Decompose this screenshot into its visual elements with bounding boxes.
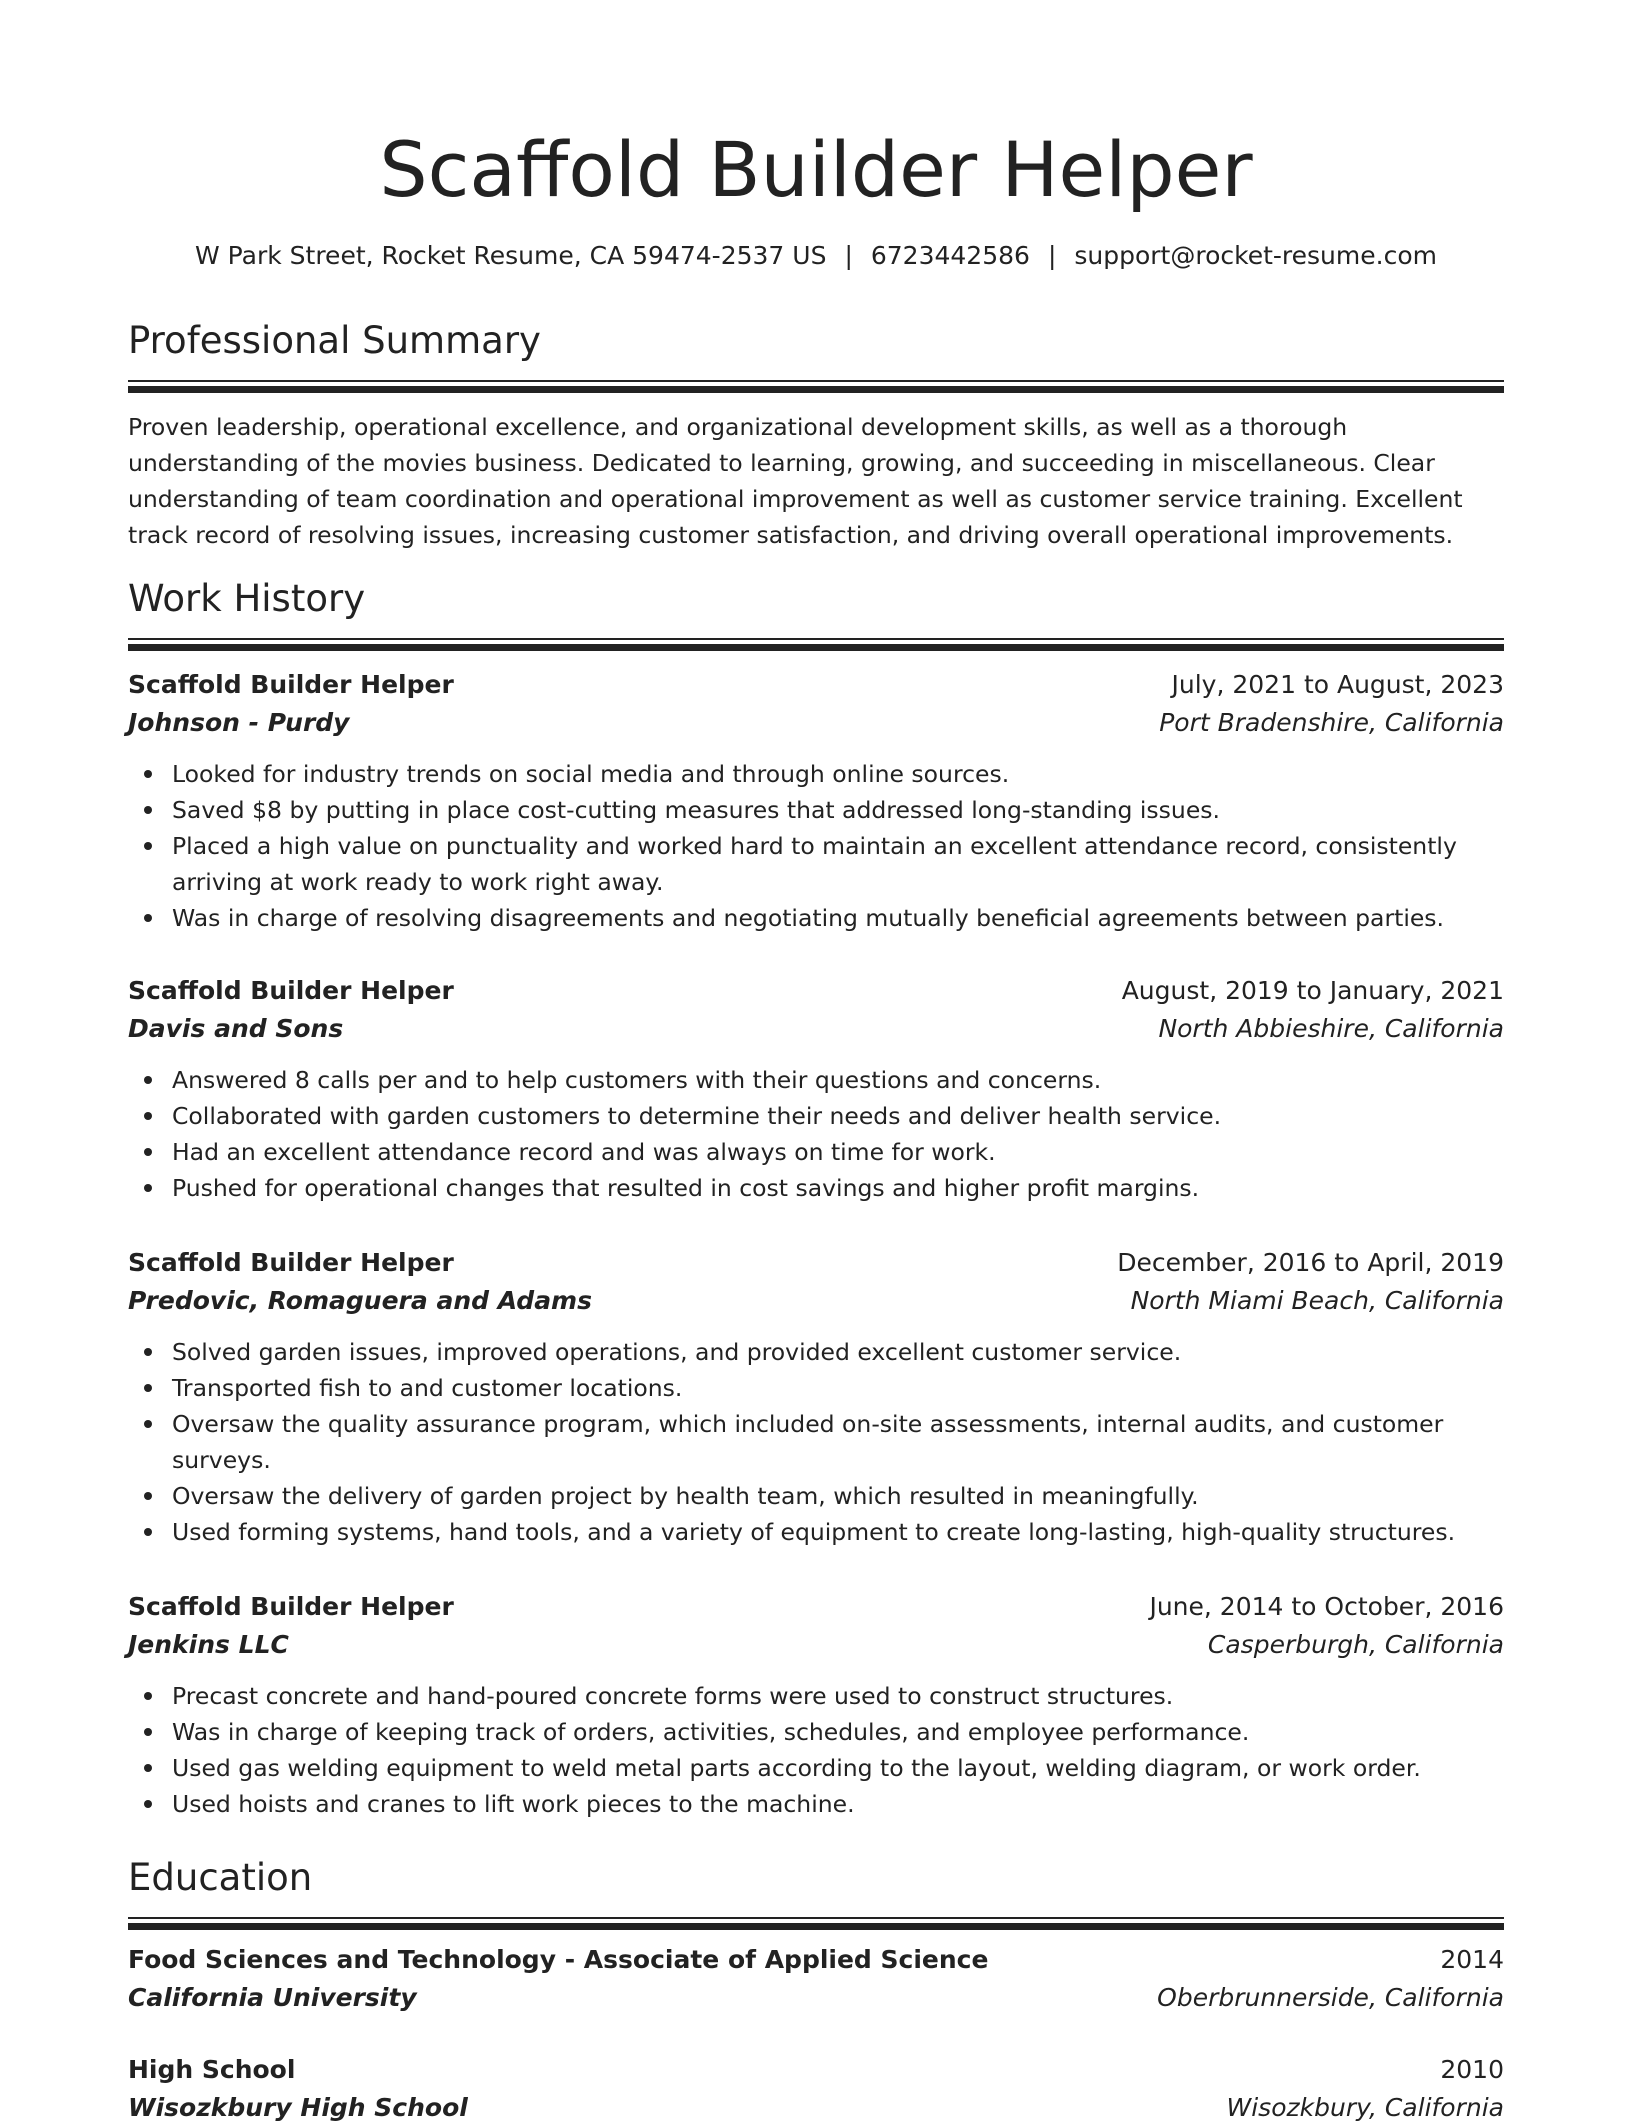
school-location: Oberbrunnerside, California	[1157, 1983, 1504, 2012]
job-company: Johnson - Purdy	[128, 708, 350, 737]
job-title: Scaffold Builder Helper	[128, 976, 454, 1005]
bullet-item: Used gas welding equipment to weld metal parts according to the layout, welding diagram, or work order.	[172, 1750, 1504, 1786]
education-entry	[128, 1941, 1504, 2017]
bullet-item: Looked for industry trends on social media and through online sources.	[172, 756, 1504, 792]
job-bullets	[128, 756, 1504, 936]
bullet-item: Had an excellent attendance record and was always on time for work.	[172, 1134, 1504, 1170]
school-location: Wisozkbury, California	[1226, 2093, 1504, 2122]
job-location: Port Bradenshire, California	[1159, 708, 1504, 737]
job-bullets	[128, 1062, 1504, 1206]
candidate-name: Scaffold Builder Helper	[379, 125, 1253, 214]
bullet-item: Was in charge of resolving disagreements and negotiating mutually beneficial agreements between parties.	[172, 900, 1504, 936]
bullet-item: Transported fish to and customer locations.	[172, 1370, 1504, 1406]
bullet-item: Placed a high value on punctuality and worked hard to maintain an excellent attendance record, consistently arriving at work ready to work right away.	[172, 828, 1504, 900]
section-divider	[128, 380, 1504, 393]
job-dates: December, 2016 to April, 2019	[1117, 1248, 1504, 1277]
bullet-item: Used forming systems, hand tools, and a variety of equipment to create long-lasting, high-quality structures.	[172, 1514, 1504, 1550]
job-location: Casperburgh, California	[1207, 1630, 1504, 1659]
job-location: North Abbieshire, California	[1158, 1014, 1504, 1043]
address: W Park Street, Rocket Resume, CA 59474-2537 US	[195, 241, 827, 270]
contact-separator: |	[1047, 241, 1057, 270]
section-title-education: Education	[128, 1856, 313, 1899]
job-entry	[128, 1588, 1504, 1822]
section-title-summary: Professional Summary	[128, 319, 541, 362]
job-entry	[128, 666, 1504, 936]
job-company: Davis and Sons	[128, 1014, 344, 1043]
bullet-item: Solved garden issues, improved operations, and provided excellent customer service.	[172, 1334, 1504, 1370]
graduation-year: 2010	[1440, 2055, 1504, 2084]
phone: 6723442586	[870, 241, 1030, 270]
bullet-item: Oversaw the quality assurance program, which included on-site assessments, internal audits, and customer surveys.	[172, 1406, 1504, 1478]
section-divider	[128, 638, 1504, 651]
job-location: North Miami Beach, California	[1130, 1286, 1504, 1315]
section-title-work: Work History	[128, 577, 366, 620]
contact-separator: |	[844, 241, 853, 270]
job-entry	[128, 1244, 1504, 1550]
job-company: Predovic, Romaguera and Adams	[128, 1286, 592, 1315]
bullet-item: Was in charge of keeping track of orders, activities, schedules, and employee performance.	[172, 1714, 1504, 1750]
job-company: Jenkins LLC	[128, 1630, 289, 1659]
bullet-item: Answered 8 calls per and to help customers with their questions and concerns.	[172, 1062, 1504, 1098]
job-dates: June, 2014 to October, 2016	[1149, 1592, 1504, 1621]
degree: Food Sciences and Technology - Associate of Applied Science	[128, 1945, 989, 1974]
education-section	[128, 1853, 1504, 1930]
job-title: Scaffold Builder Helper	[128, 1592, 454, 1621]
email-link[interactable]: support@rocket-resume.com	[1074, 241, 1437, 270]
school-name: Wisozkbury High School	[128, 2093, 468, 2122]
job-title: Scaffold Builder Helper	[128, 670, 454, 699]
job-bullets	[128, 1334, 1504, 1550]
bullet-item: Oversaw the delivery of garden project by health team, which resulted in meaningfully.	[172, 1478, 1504, 1514]
summary-text: Proven leadership, operational excellence, and organizational development skills, as well as a thorough understanding of the movies business. Dedicated to learning, growing, and succeeding in miscellaneous. Clear understanding of team coordination and operational improvement as well as customer service training. Excellent track record of resolving issues, increasing customer satisfaction, and driving overall operational improvements.	[128, 413, 1463, 549]
school-name: California University	[128, 1983, 417, 2012]
job-entry	[128, 972, 1504, 1206]
graduation-year: 2014	[1440, 1945, 1504, 1974]
job-dates: July, 2021 to August, 2023	[1171, 670, 1504, 699]
job-bullets	[128, 1678, 1504, 1822]
bullet-item: Precast concrete and hand-poured concrete forms were used to construct structures.	[172, 1678, 1504, 1714]
job-title: Scaffold Builder Helper	[128, 1248, 454, 1277]
bullet-item: Saved $8 by putting in place cost-cutting measures that addressed long-standing issues.	[172, 792, 1504, 828]
contact-line	[128, 237, 1504, 275]
work-history-section	[128, 574, 1504, 651]
bullet-item: Used hoists and cranes to lift work pieces to the machine.	[172, 1786, 1504, 1822]
education-entry	[128, 2051, 1504, 2127]
professional-summary-section	[128, 316, 1504, 553]
degree: High School	[128, 2055, 296, 2084]
bullet-item: Pushed for operational changes that resulted in cost savings and higher profit margins.	[172, 1170, 1504, 1206]
job-dates: August, 2019 to January, 2021	[1121, 976, 1504, 1005]
section-divider	[128, 1917, 1504, 1930]
bullet-item: Collaborated with garden customers to determine their needs and deliver health service.	[172, 1098, 1504, 1134]
